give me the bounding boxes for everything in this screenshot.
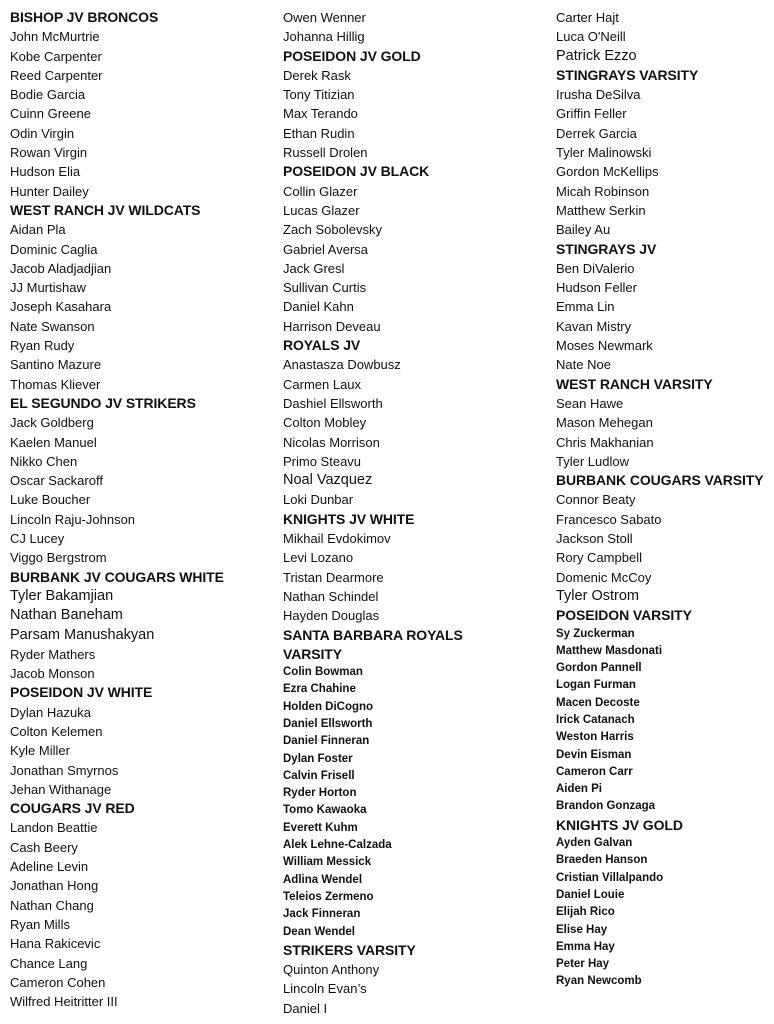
player-name: Bodie Garcia — [10, 87, 86, 103]
roster-column-2 — [283, 8, 551, 1018]
player-name: Matthew Serkin — [556, 202, 646, 218]
player-name: Harrison Deveau — [283, 318, 381, 334]
player-name: Dean Wendel — [283, 925, 355, 938]
player-name: Sullivan Curtis — [283, 280, 367, 296]
player-name: Colton Kelemen — [10, 723, 103, 739]
player-name: Primo Steavu — [283, 453, 362, 469]
player-name: Colton Mobley — [283, 415, 367, 431]
player-name: Collin Glazer — [283, 183, 358, 199]
player-name: Ayden Galvan — [556, 837, 633, 850]
player-name: Irick Catanach — [556, 713, 635, 726]
player-name: Alek Lehne-Calzada — [283, 839, 392, 852]
player-name: Parsam Manushakyan — [10, 626, 155, 643]
player-name: William Messick — [283, 856, 372, 869]
team-heading: STINGRAYS JV — [556, 240, 657, 257]
player-name: Kavan Mistry — [556, 318, 632, 334]
player-name: Jehan Withanage — [10, 781, 112, 797]
player-name: Jack Goldberg — [10, 415, 94, 431]
player-name: Santino Mazure — [10, 357, 102, 373]
player-name: Tyler Malinowski — [556, 145, 652, 161]
player-name: Tyler Bakamjian — [10, 587, 114, 604]
player-name: Carter Hajt — [556, 10, 619, 25]
player-name: Oscar Sackaroff — [10, 473, 103, 489]
player-name: Devin Eisman — [556, 748, 632, 761]
player-name: Cameron Cohen — [10, 974, 106, 990]
player-name: Cash Beery — [10, 839, 78, 855]
player-name: Thomas Kliever — [10, 376, 101, 392]
player-name: Colin Bowman — [283, 666, 363, 679]
player-name: Griffin Feller — [556, 106, 627, 122]
team-heading: SANTA BARBARA ROYALS — [283, 626, 463, 643]
player-name: Hudson Feller — [556, 280, 637, 296]
player-name: Johanna Hillig — [283, 29, 365, 45]
player-name: Viggo Bergstrom — [10, 550, 107, 566]
player-name: Jacob Monson — [10, 666, 95, 682]
player-name: Tristan Dearmore — [283, 569, 384, 585]
player-name: Macen Decoste — [556, 696, 640, 709]
player-name: Nate Swanson — [10, 318, 95, 334]
player-name: Emma Hay — [556, 940, 615, 953]
player-name: Jonathan Smyrnos — [10, 762, 119, 778]
team-heading: POSEIDON JV GOLD — [283, 47, 421, 64]
player-name: Zach Sobolevsky — [283, 222, 382, 238]
player-name: Nathan Schindel — [283, 588, 379, 604]
player-name: CJ Lucey — [10, 531, 65, 547]
team-heading: POSEIDON JV BLACK — [283, 163, 430, 180]
player-name: Jonathan Hong — [10, 878, 99, 894]
player-name: Sy Zuckerman — [556, 627, 635, 640]
player-name: Weston Harris — [556, 731, 634, 744]
player-name: Derek Rask — [283, 67, 351, 83]
player-name: Daniel Louie — [556, 888, 625, 901]
team-heading: EL SEGUNDO JV STRIKERS — [10, 394, 196, 411]
player-name: Aidan Pla — [10, 222, 66, 238]
player-name: Jack Gresl — [283, 260, 345, 276]
player-name: Mikhail Evdokimov — [283, 531, 391, 547]
player-name: Kaelen Manuel — [10, 434, 97, 450]
team-heading: WEST RANCH JV WILDCATS — [10, 201, 201, 218]
player-name: Nathan Chang — [10, 897, 94, 913]
player-name: Aiden Pi — [556, 783, 603, 796]
player-name: Nathan Baneham — [10, 607, 123, 624]
player-name: Peter Hay — [556, 958, 610, 971]
team-heading: COUGARS JV RED — [10, 800, 135, 817]
team-heading: ROYALS JV — [283, 337, 361, 354]
player-name: Jack Finneran — [283, 908, 361, 921]
player-name: Hana Rakicevic — [10, 936, 101, 952]
player-name: John McMurtrie — [10, 29, 100, 45]
player-name: Matthew Masdonati — [556, 644, 663, 657]
player-name: Daniel Finneran — [283, 735, 370, 748]
player-name: Rory Campbell — [556, 550, 642, 566]
player-name: Reed Carpenter — [10, 67, 103, 83]
player-name: Quinton Anthony — [283, 962, 380, 978]
player-name: Ryder Mathers — [10, 646, 96, 662]
player-name: Tyler Ludlow — [556, 453, 629, 469]
player-name: Teleios Zermeno — [283, 890, 374, 903]
player-name: Francesco Sabato — [556, 511, 662, 527]
team-heading: BISHOP JV BRONCOS — [10, 9, 159, 25]
player-name: Max Terando — [283, 106, 358, 122]
player-name: Luke Boucher — [10, 492, 91, 508]
player-name: Lincoln Raju-Johnson — [10, 511, 136, 527]
player-name: Holden DiCogno — [283, 700, 374, 713]
player-name: Levi Lozano — [283, 550, 354, 566]
player-name: Dylan Foster — [283, 752, 353, 765]
player-name: Nate Noe — [556, 357, 611, 373]
player-name: Mason Mehegan — [556, 415, 653, 431]
player-name: Elise Hay — [556, 923, 608, 936]
roster-column-3 — [556, 8, 770, 991]
player-name: Luca O'Neill — [556, 29, 626, 45]
player-name: Logan Furman — [556, 679, 636, 692]
team-heading: KNIGHTS JV GOLD — [556, 816, 683, 833]
player-name: Cameron Carr — [556, 765, 633, 778]
player-name: Daniel I — [283, 1000, 328, 1016]
player-name: Sean Hawe — [556, 395, 624, 411]
player-name: Ben DiValerio — [556, 260, 635, 276]
player-name: Carmen Laux — [283, 376, 362, 392]
player-name: Connor Beaty — [556, 492, 636, 508]
player-name: Derrek Garcia — [556, 125, 637, 141]
player-name: Ryan Mills — [10, 916, 70, 932]
player-name: Patrick Ezzo — [556, 47, 637, 64]
team-heading: STRIKERS VARSITY — [283, 941, 416, 958]
player-name: Moses Newmark — [556, 338, 653, 354]
player-name: Russell Drolen — [283, 145, 368, 161]
player-name: Daniel Ellsworth — [283, 717, 373, 730]
player-name: Adlina Wendel — [283, 873, 363, 886]
player-name: Kobe Carpenter — [10, 48, 102, 64]
player-name: Landon Beattie — [10, 820, 98, 836]
player-name: Ezra Chahine — [283, 683, 356, 696]
player-name: Calvin Frisell — [283, 769, 355, 782]
player-name: Micah Robinson — [556, 183, 650, 199]
player-name: Ryder Horton — [283, 787, 357, 800]
player-name: Jackson Stoll — [556, 531, 633, 547]
player-name: Everett Kuhm — [283, 821, 358, 834]
player-name: Chris Makhanian — [556, 434, 654, 450]
player-name: Dashiel Ellsworth — [283, 395, 383, 411]
player-name: Odin Virgin — [10, 125, 75, 141]
player-name: Ryan Rudy — [10, 338, 75, 354]
player-name: Domenic McCoy — [556, 569, 652, 585]
player-name: Dominic Caglia — [10, 241, 98, 257]
player-name: Owen Wenner — [283, 10, 366, 25]
team-heading: VARSITY — [283, 645, 342, 662]
player-name: Brandon Gonzaga — [556, 800, 656, 813]
player-name: Emma Lin — [556, 299, 615, 315]
player-name: Wilfred Heitritter III — [10, 994, 118, 1010]
player-name: Nicolas Morrison — [283, 434, 380, 450]
player-name: Daniel Kahn — [283, 299, 354, 315]
player-name: Lucas Glazer — [283, 202, 360, 218]
player-name: Kyle Miller — [10, 743, 70, 759]
player-name: Chance Lang — [10, 955, 88, 971]
player-name: Lincoln Evan’s — [283, 981, 367, 997]
player-name: Tony Titizian — [283, 87, 355, 103]
team-heading: BURBANK JV COUGARS WHITE — [10, 568, 224, 585]
player-name: Tyler Ostrom — [556, 587, 639, 604]
player-name: Dylan Hazuka — [10, 704, 91, 720]
team-heading: WEST RANCH VARSITY — [556, 375, 713, 392]
player-name: Ethan Rudin — [283, 125, 355, 141]
team-heading: POSEIDON VARSITY — [556, 607, 692, 624]
team-heading: BURBANK COUGARS VARSITY — [556, 472, 764, 489]
player-name: Braeden Hanson — [556, 854, 648, 867]
player-name: Cuinn Greene — [10, 106, 91, 122]
player-name: Hudson Elia — [10, 164, 81, 180]
player-name: Gordon Pannell — [556, 662, 642, 675]
team-heading: POSEIDON JV WHITE — [10, 684, 153, 701]
player-name: Hunter Dailey — [10, 183, 89, 199]
player-name: Adeline Levin — [10, 859, 89, 875]
player-name: Gordon McKellips — [556, 164, 659, 180]
player-name: Elijah Rico — [556, 906, 615, 919]
player-name: Nikko Chen — [10, 453, 78, 469]
player-name: Joseph Kasahara — [10, 299, 112, 315]
player-name: Bailey Au — [556, 222, 611, 238]
player-name: JJ Murtishaw — [10, 280, 86, 296]
player-name: Tomo Kawaoka — [283, 804, 367, 817]
player-name: Noal Vazquez — [283, 472, 373, 489]
player-name: Jacob Aladjadjian — [10, 260, 112, 276]
roster-column-1 — [10, 8, 278, 1011]
team-heading: STINGRAYS VARSITY — [556, 66, 699, 83]
player-name: Cristian Villalpando — [556, 871, 664, 884]
player-name: Anastasza Dowbusz — [283, 357, 401, 373]
player-name: Hayden Douglas — [283, 608, 380, 624]
player-name: Gabriel Aversa — [283, 241, 369, 257]
player-name: Rowan Virgin — [10, 145, 88, 161]
player-name: Loki Dunbar — [283, 492, 354, 508]
team-heading: KNIGHTS JV WHITE — [283, 510, 415, 527]
player-name: Irusha DeSilva — [556, 87, 641, 103]
player-name: Ryan Newcomb — [556, 975, 642, 988]
